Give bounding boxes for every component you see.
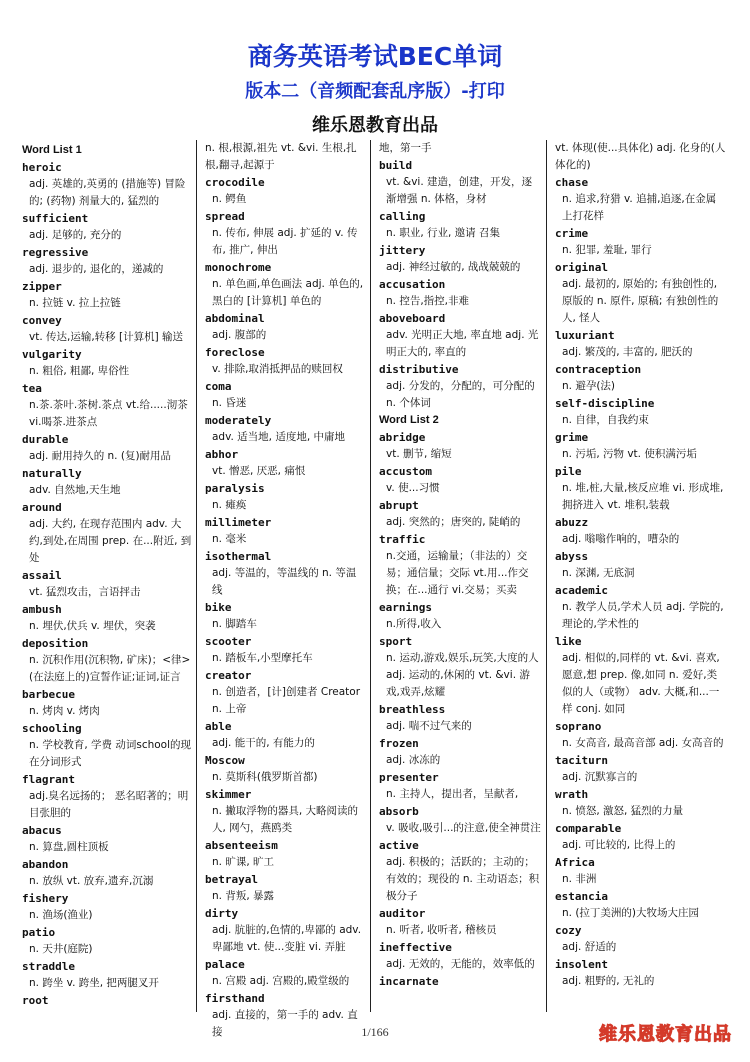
definition: n. 非洲 (562, 873, 597, 885)
headword: abdominal (205, 312, 265, 325)
headword: breathless (379, 703, 446, 716)
headword: abacus (22, 824, 62, 837)
definition: n. 单色画,单色画法 adj. 单色的,黑白的 [计算机] 单色的 (212, 278, 364, 307)
definition: n. 放纵 vt. 放弃,遗弃,沉溺 (29, 875, 154, 887)
headword: firsthand (205, 992, 265, 1005)
headword: wrath (555, 788, 589, 801)
headword: vulgarity (22, 348, 82, 361)
definition: adj. 沉默寡言的 (562, 771, 638, 783)
headword: estancia (555, 890, 608, 903)
headword: heroic (22, 161, 62, 174)
definition: n. 天井(庭院) (29, 943, 93, 955)
headword: assail (22, 569, 62, 582)
definition: n. 渔场(渔业) (29, 909, 93, 921)
headword: crime (555, 227, 589, 240)
definition: n. 堆,桩,大量,核反应堆 vi. 形成堆,拥挤进入 vt. 堆积,装载 (562, 482, 724, 511)
watermark-logo: 维乐恩教育出品 (599, 1024, 732, 1045)
definition: adv. 光明正大地, 率直地 adj. 光明正大的, 率直的 (386, 329, 539, 358)
definition: v. 吸收,吸引...的注意,使全神贯注 (386, 822, 541, 834)
definition: vt. 猛烈攻击，言语抨击 (29, 586, 141, 598)
definition: n. 教学人员,学术人员 adj. 学院的,理论的,学术性的 (562, 601, 724, 630)
headword: coma (205, 380, 232, 393)
definition: adj. 英雄的,英勇的 (措施等) 冒险的; (药物) 剂量大的, 猛烈的 (29, 178, 186, 207)
headword: scooter (205, 635, 252, 648)
headword: foreclose (205, 346, 265, 359)
headword: fishery (22, 892, 69, 905)
definition: adj. 舒适的 (562, 941, 617, 953)
definition: n. 自律，自我约束 (562, 414, 649, 426)
definition-continued: vt. 体现(使...具体化) adj. 化身的(人体化的) (555, 142, 726, 171)
definition: adj.臭名远扬的； 恶名昭著的；明目张胆的 (29, 790, 189, 819)
headword: palace (205, 958, 245, 971)
headword: creator (205, 669, 252, 682)
headword: bike (205, 601, 232, 614)
headword: tea (22, 382, 42, 395)
definition: vt. 删节, 缩短 (386, 448, 452, 460)
headword: durable (22, 433, 69, 446)
definition: vt. 憎恶, 厌恶, 痛恨 (212, 465, 306, 477)
headword: grime (555, 431, 589, 444)
headword: abandon (22, 858, 69, 871)
definition: n. 鳄鱼 (212, 193, 247, 205)
definition: adj. 无效的，无能的，效率低的 (386, 958, 535, 970)
column-3 (370, 140, 546, 1012)
column-2 (196, 140, 370, 1038)
headword: around (22, 501, 62, 514)
headword: zipper (22, 280, 62, 293)
headword: abhor (205, 448, 239, 461)
definition: n. 旷课, 旷工 (212, 856, 275, 868)
definition: n. 控告,指控,非难 (386, 295, 470, 307)
headword: dirty (205, 907, 239, 920)
definition: adj. 最初的, 原始的; 有独创性的, 原版的 n. 原件, 原稿; 有独创性的人, 怪人 (562, 278, 719, 324)
definition: adv. 自然地,天生地 (29, 484, 121, 496)
definition: n. 主持人，提出者，呈献者, (386, 788, 519, 800)
definition: n. 毫米 (212, 533, 247, 545)
definition: n. 愤怒, 激怒, 猛烈的力量 (562, 805, 684, 817)
definition: adj. 喘不过气来的 (386, 720, 472, 732)
headword: convey (22, 314, 62, 327)
headword: earnings (379, 601, 432, 614)
word-list-heading: Word List 1 (22, 144, 82, 156)
headword: straddle (22, 960, 75, 973)
headword: skimmer (205, 788, 252, 801)
document-title: 商务英语考试BEC单词 (247, 42, 503, 71)
headword: self-discipline (555, 397, 655, 410)
headword: like (555, 635, 582, 648)
definition: n.茶.茶叶.茶树.茶点 vt.给.....沏茶 vi.喝茶.进茶点 (29, 399, 188, 428)
headword: sufficient (22, 212, 89, 225)
definition: n. 学校教育, 学费 动词school的现在分词形式 (29, 739, 192, 768)
definition: n. 烤肉 v. 烤肉 (29, 705, 100, 717)
headword: paralysis (205, 482, 265, 495)
definition: adj. 嗡嗡作响的，嘈杂的 (562, 533, 680, 545)
headword: traffic (379, 533, 426, 546)
definition: n. 犯罪, 羞耻, 罪行 (562, 244, 652, 256)
definition: n. (拉丁美洲的)大牧场大庄园 (562, 907, 700, 919)
definition: adj. 足够的, 充分的 (29, 229, 122, 241)
headword: deposition (22, 637, 89, 650)
headword: ambush (22, 603, 62, 616)
definition: adj. 冰冻的 (386, 754, 441, 766)
headword: naturally (22, 467, 82, 480)
headword: distributive (379, 363, 459, 376)
headword: abridge (379, 431, 426, 444)
headword: accusation (379, 278, 446, 291)
headword: calling (379, 210, 426, 223)
page-header (0, 40, 750, 140)
definition: adj. 可比较的, 比得上的 (562, 839, 676, 851)
definition: n. 拉链 v. 拉上拉链 (29, 297, 121, 309)
headword: cozy (555, 924, 582, 937)
headword: spread (205, 210, 245, 223)
definition: adj. 腹部的 (212, 329, 267, 341)
definition: adj. 粗野的, 无礼的 (562, 975, 655, 987)
definition: adj. 耐用持久的 n. (复)耐用品 (29, 450, 172, 462)
headword: contraception (555, 363, 642, 376)
headword: Africa (555, 856, 595, 869)
definition: adj. 肮脏的,色情的,卑鄙的 adv. 卑鄙地 vt. 使...变脏 vi. 弄脏 (212, 924, 362, 953)
definition: n. 传布, 伸展 adj. 扩延的 v. 传布, 推广, 伸出 (212, 227, 358, 256)
headword: active (379, 839, 419, 852)
definition: n. 沉积作用(沉积物, 矿床)；<律>(在法庭上的)宣誓作证;证词,证言 (29, 654, 191, 683)
definition: n.所得,收入 (386, 618, 442, 630)
definition: v. 排除,取消抵押品的赎回权 (212, 363, 343, 375)
definition: n.交通，运输量；（非法的）交易；通信量；交际 vt.用...作交换；在...通行 vi.交易；买卖 (386, 550, 529, 596)
headword: jittery (379, 244, 426, 257)
headword: chase (555, 176, 589, 189)
definition: n. 创造者，[计]创建者 Creator n. 上帝 (212, 686, 361, 715)
page-number: 1/166 (361, 1025, 389, 1039)
headword: comparable (555, 822, 622, 835)
definition: adj. 等温的，等温线的 n. 等温线 (212, 567, 357, 596)
definition: n. 女高音, 最高音部 adj. 女高音的 (562, 737, 724, 749)
headword: incarnate (379, 975, 439, 988)
definition: adj. 神经过敏的, 战战兢兢的 (386, 261, 521, 273)
definition: n. 跨坐 v. 跨坐, 把两腿叉开 (29, 977, 159, 989)
definition: n. 踏板车,小型摩托车 (212, 652, 313, 664)
headword: root (22, 994, 49, 1007)
headword: absorb (379, 805, 419, 818)
definition: n. 莫斯科(俄罗斯首都) (212, 771, 318, 783)
definition: adj. 分发的，分配的，可分配的 n. 个体词 (386, 380, 535, 409)
definition: n. 昏迷 (212, 397, 247, 409)
headword: able (205, 720, 232, 733)
headword: academic (555, 584, 608, 597)
headword: Moscow (205, 754, 245, 767)
headword: frozen (379, 737, 419, 750)
headword: build (379, 159, 413, 172)
definition: n. 运动,游戏,娱乐,玩笑,大度的人 adj. 运动的,休闲的 vt. &vi. 游戏,戏弄,炫耀 (386, 652, 539, 698)
definition: n. 脚踏车 (212, 618, 257, 630)
definition: adv. 适当地, 适度地, 中庸地 (212, 431, 346, 443)
headword: taciturn (555, 754, 608, 767)
definition-continued: 地，第一手 (379, 142, 432, 154)
definition: n. 埋伏,伏兵 v. 埋伏，突袭 (29, 620, 156, 632)
definition: adj. 能干的, 有能力的 (212, 737, 315, 749)
definition: n. 背叛, 暴露 (212, 890, 275, 902)
headword: soprano (555, 720, 602, 733)
headword: abyss (555, 550, 589, 563)
headword: betrayal (205, 873, 258, 886)
headword: pile (555, 465, 582, 478)
headword: schooling (22, 722, 82, 735)
headword: insolent (555, 958, 608, 971)
headword: patio (22, 926, 56, 939)
headword: sport (379, 635, 413, 648)
headword: barbecue (22, 688, 75, 701)
definition: adj. 直接的，第一手的 adv. 直接 (212, 1009, 358, 1038)
headword: regressive (22, 246, 89, 259)
headword: monochrome (205, 261, 272, 274)
headword: ineffective (379, 941, 452, 954)
headword: absenteeism (205, 839, 278, 852)
headword: accustom (379, 465, 432, 478)
definition: n. 算盘,圆柱顶板 (29, 841, 109, 853)
definition: n. 撇取浮物的器具, 大略阅读的人, 网勺，燕鸥类 (212, 805, 359, 834)
definition: n. 瘫痪 (212, 499, 247, 511)
definition: adj. 大约, 在现存范围内 adv. 大约,到处,在周围 prep. 在...附近, 到处 (29, 518, 192, 564)
definition: vt. &vi. 建造，创建，开发，逐渐增强 n. 体格，身材 (386, 176, 532, 205)
headword: aboveboard (379, 312, 446, 325)
headword: moderately (205, 414, 272, 427)
definition: adj. 相似的,同样的 vt. &vi. 喜欢,愿意,想 prep. 像,如同 n. 爱好,类似的人（或物） adv. 大概,和...一样 conj. 如同 (562, 652, 720, 715)
headword: auditor (379, 907, 426, 920)
headword: presenter (379, 771, 439, 784)
headword: flagrant (22, 773, 75, 786)
definition: n. 粗俗, 粗鄙, 卑俗性 (29, 365, 130, 377)
headword: luxuriant (555, 329, 615, 342)
definition: vt. 传达,运输,转移 [计算机] 输送 (29, 331, 184, 343)
headword: original (555, 261, 608, 274)
column-4 (546, 140, 728, 1012)
document-subtitle: 版本二（音频配套乱序版）-打印 (245, 81, 505, 102)
definition: n. 污垢, 污物 vt. 使积满污垢 (562, 448, 697, 460)
headword: crocodile (205, 176, 265, 189)
definition: n. 深渊, 无底洞 (562, 567, 635, 579)
definition: n. 追求,狩猎 v. 追捕,追逐,在金属上打花样 (562, 193, 717, 222)
headword: isothermal (205, 550, 272, 563)
headword: millimeter (205, 516, 272, 529)
definition: adj. 突然的；唐突的, 陡峭的 (386, 516, 521, 528)
definition: n. 听者, 收听者, 稽核员 (386, 924, 497, 936)
definition: adj. 积极的；活跃的；主动的；有效的；现役的 n. 主动语态；积极分子 (386, 856, 540, 902)
definition: v. 使...习惯 (386, 482, 440, 494)
definition: n. 避孕(法) (562, 380, 616, 392)
definition: adj. 退步的, 退化的，递减的 (29, 263, 164, 275)
definition: adj. 繁茂的, 丰富的, 肥沃的 (562, 346, 693, 358)
definition: n. 职业, 行业, 邀请 召集 (386, 227, 501, 239)
headword: abuzz (555, 516, 589, 529)
column-1 (22, 140, 196, 1012)
publisher-line: 维乐恩教育出品 (312, 115, 438, 136)
word-list-heading: Word List 2 (379, 414, 439, 426)
definition-continued: n. 根,根源,祖先 vt. &vi. 生根,扎根,翻寻,起源于 (205, 142, 357, 171)
headword: abrupt (379, 499, 419, 512)
definition: n. 宫殿 adj. 宫殿的,殿堂级的 (212, 975, 350, 987)
